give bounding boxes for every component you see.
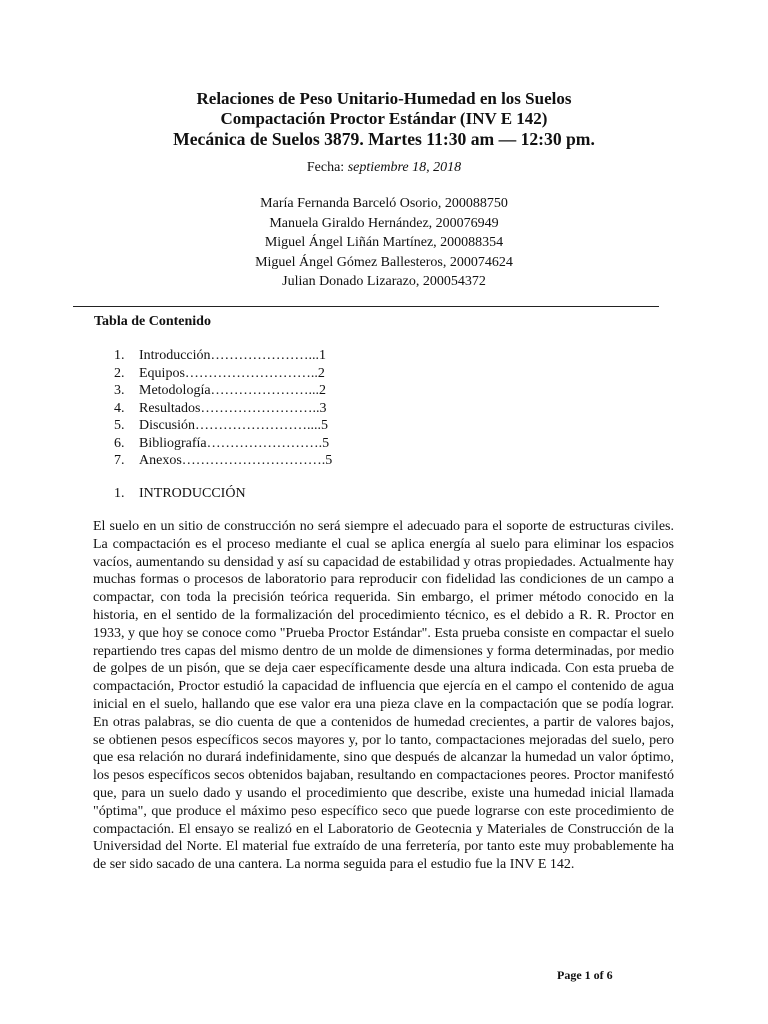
toc-item-number: 7. bbox=[114, 453, 125, 468]
section-heading-introduction bbox=[114, 486, 246, 502]
page-number: Page 1 of 6 bbox=[557, 968, 613, 982]
author-item: Miguel Ángel Liñán Martínez, 200088354 bbox=[264, 235, 504, 251]
toc-title: Tabla de Contenido bbox=[94, 314, 211, 329]
author-item: Julian Donado Lizarazo, 200054372 bbox=[282, 274, 486, 290]
date-value: septiembre 18, 2018 bbox=[347, 160, 462, 175]
toc-item-number: 2. bbox=[114, 365, 125, 381]
date-line bbox=[0, 160, 768, 176]
title-block bbox=[0, 89, 768, 150]
author-item: Miguel Ángel Gómez Ballesteros, 200074624 bbox=[255, 254, 513, 270]
toc-item[interactable] bbox=[114, 452, 332, 470]
document-title: Relaciones de Peso Unitario-Humedad en los Suelos bbox=[196, 89, 572, 108]
toc-item[interactable] bbox=[114, 382, 332, 400]
author-item: Manuela Giraldo Hernández, 200076949 bbox=[269, 215, 499, 231]
toc-item-number: 1. bbox=[114, 348, 125, 363]
toc-item-label: Introducción…………………...1 bbox=[139, 348, 327, 363]
date-label: Fecha: bbox=[306, 160, 345, 175]
author-item: María Fernanda Barceló Osorio, 200088750 bbox=[260, 196, 508, 211]
section-number: 1. bbox=[114, 486, 125, 501]
toc-item-number: 4. bbox=[114, 400, 125, 416]
toc-item-number: 5. bbox=[114, 418, 125, 433]
toc-item-label: Bibliografía…………………….5 bbox=[139, 435, 330, 451]
toc-item[interactable] bbox=[114, 417, 332, 435]
toc-item-number: 3. bbox=[114, 383, 125, 398]
table-of-contents bbox=[114, 347, 332, 470]
toc-item-label: Anexos………………………….5 bbox=[139, 453, 333, 468]
horizontal-divider bbox=[73, 306, 659, 307]
document-subtitle: Compactación Proctor Estándar (INV E 142) bbox=[220, 109, 548, 128]
toc-item[interactable] bbox=[114, 365, 332, 383]
toc-item-label: Discusión……………………....5 bbox=[139, 418, 328, 433]
toc-item[interactable] bbox=[114, 435, 332, 453]
author-list bbox=[0, 194, 768, 292]
toc-item-label: Equipos………………………..2 bbox=[139, 365, 325, 381]
course-info: Mecánica de Suelos 3879. Martes 11:30 am — 12:30 pm. bbox=[173, 129, 595, 149]
introduction-paragraph: El suelo en un sitio de construcción no será siempre el adecuado para el soporte de estructuras civiles. La compactación es el proceso mediante el cual se aplica energía al suelo para eliminar los espacios vacíos, aumentando su densidad y así su capacidad de estabilidad y otras propiedades. Actualmente hay muchas formas o procesos de laboratorio para reproducir con fidelidad las condiciones de un campo a compactar, con toda la precisión teórica requerida. Sin embargo, el primer método conocido en la historia, en el sentido de la formalización del procedimiento técnico, es el debido a R. R. Proctor en 1933, y que hoy se conoce como "Prueba Proctor Estándar". Esta prueba consiste en compactar el suelo repartiendo tres capas del mismo dentro de un molde de dimensiones y forma determinadas, por medio de golpes de un pisón, que se deja caer específicamente desde una altura indicada. Con esta prueba de compactación, Proctor estudió la capacidad de influencia que ejercía en el campo el contenido de agua inicial en el suelo, hallando que ese valor era una pieza clave en la compactación que se podía lograr. En otras palabras, se dio cuenta de que a contenidos de humedad crecientes, a partir de valores bajos, se obtienen pesos específicos secos mayores y, por lo tanto, compactaciones mejoradas del suelo, pero que esa relación no durará indefinidamente, sino que después de alcanzar la humedad un valor óptimo, los pesos específicos secos obtenidos bajaban, resultando en compactaciones peores. Proctor manifestó que, para un suelo dado y usando el procedimiento que describe, existe una humedad inicial llamada "óptima", que produce el máximo peso específico seco que puede lograrse con este procedimiento de compactación. El ensayo se realizó en el Laboratorio de Geotecnia y Materiales de Construcción de la Universidad del Norte. El material fue extraído de una ferretería, por tanto este muy probablemente ha de ser sido sacado de una cantera. La norma seguida para el estudio fue la INV E 142. bbox=[93, 519, 674, 873]
toc-item-label: Resultados……………………..3 bbox=[139, 400, 327, 416]
toc-item-number: 6. bbox=[114, 435, 125, 451]
section-title: INTRODUCCIÓN bbox=[139, 486, 246, 501]
toc-item[interactable] bbox=[114, 347, 332, 365]
toc-item-label: Metodología…………………...2 bbox=[139, 383, 327, 398]
toc-item[interactable] bbox=[114, 400, 332, 418]
